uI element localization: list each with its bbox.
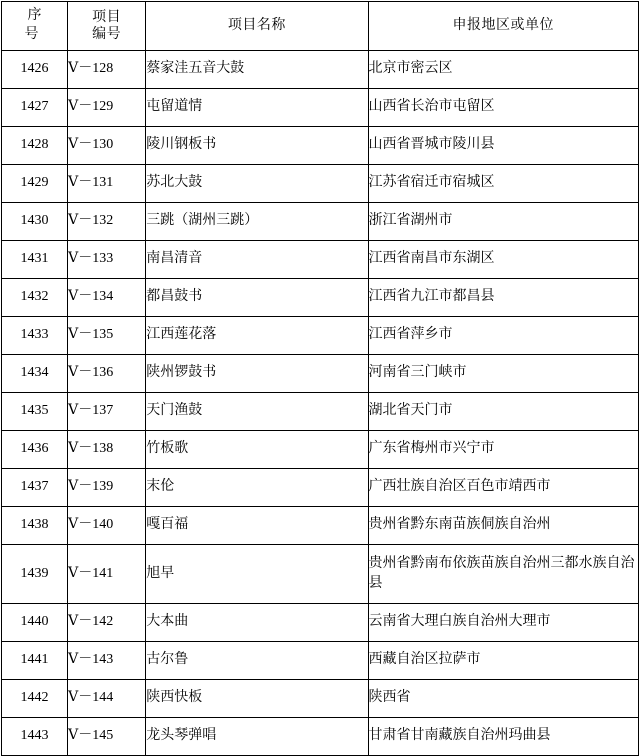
cell-region: 江西省南昌市东湖区 (368, 241, 638, 279)
cell-code: Ⅴ－144 (68, 680, 146, 718)
cell-region: 浙江省湖州市 (368, 203, 638, 241)
cell-name: 南昌清音 (146, 241, 368, 279)
cell-name: 大本曲 (146, 604, 368, 642)
table-header (2, 2, 639, 51)
cell-sequence: 1438 (2, 507, 68, 545)
cell-code: Ⅴ－132 (68, 203, 146, 241)
cell-name: 古尔鲁 (146, 642, 368, 680)
column-header-region (368, 2, 638, 51)
cell-code: Ⅴ－140 (68, 507, 146, 545)
cell-code: Ⅴ－143 (68, 642, 146, 680)
cell-region: 山西省长治市屯留区 (368, 89, 638, 127)
cell-name: 三跳（湖州三跳） (146, 203, 368, 241)
cell-code: Ⅴ－135 (68, 317, 146, 355)
cell-name: 江西莲花落 (146, 317, 368, 355)
table-row (2, 642, 639, 680)
cell-sequence: 1440 (2, 604, 68, 642)
table-row (2, 431, 639, 469)
cell-region: 西藏自治区拉萨市 (368, 642, 638, 680)
cell-code: Ⅴ－141 (68, 545, 146, 604)
cell-code: Ⅴ－145 (68, 718, 146, 756)
table-row (2, 89, 639, 127)
cell-sequence: 1437 (2, 469, 68, 507)
cell-code: Ⅴ－137 (68, 393, 146, 431)
cell-region: 贵州省黔东南苗族侗族自治州 (368, 507, 638, 545)
table-row (2, 393, 639, 431)
cell-region: 江苏省宿迁市宿城区 (368, 165, 638, 203)
cell-name: 陵川钢板书 (146, 127, 368, 165)
cell-name: 龙头琴弹唱 (146, 718, 368, 756)
cell-name: 屯留道情 (146, 89, 368, 127)
table-row (2, 355, 639, 393)
table-row (2, 317, 639, 355)
table-row (2, 165, 639, 203)
table-row (2, 51, 639, 89)
table-row (2, 469, 639, 507)
table-row (2, 718, 639, 756)
cell-region: 河南省三门峡市 (368, 355, 638, 393)
table-body (2, 51, 639, 756)
column-header-code-line2: 编号 (92, 27, 122, 42)
cell-sequence: 1435 (2, 393, 68, 431)
cell-name: 旭早 (146, 545, 368, 604)
cell-sequence: 1433 (2, 317, 68, 355)
cell-code: Ⅴ－129 (68, 89, 146, 127)
cell-name: 苏北大鼓 (146, 165, 368, 203)
cell-region: 陕西省 (368, 680, 638, 718)
column-header-code-line1: 项目 (92, 9, 122, 25)
cell-region: 北京市密云区 (368, 51, 638, 89)
cell-sequence: 1443 (2, 718, 68, 756)
cell-sequence: 1441 (2, 642, 68, 680)
document-page (0, 1, 640, 744)
table-header-row (2, 2, 639, 51)
column-header-region-label: 申报地区或单位 (452, 17, 555, 33)
cell-region: 江西省九江市都昌县 (368, 279, 638, 317)
table-row (2, 241, 639, 279)
cell-name: 都昌鼓书 (146, 279, 368, 317)
cell-sequence: 1431 (2, 241, 68, 279)
cell-name: 竹板歌 (146, 431, 368, 469)
cell-code: Ⅴ－139 (68, 469, 146, 507)
table-row (2, 203, 639, 241)
cell-code: Ⅴ－133 (68, 241, 146, 279)
cell-region: 云南省大理白族自治州大理市 (368, 604, 638, 642)
table-row (2, 507, 639, 545)
cell-region: 贵州省黔南布依族苗族自治州三都水族自治县 (368, 545, 638, 604)
cell-region: 山西省晋城市陵川县 (368, 127, 638, 165)
cell-sequence: 1429 (2, 165, 68, 203)
cell-sequence: 1427 (2, 89, 68, 127)
column-header-name-label: 项目名称 (227, 17, 286, 33)
cell-code: Ⅴ－130 (68, 127, 146, 165)
column-header-sequence (2, 2, 68, 51)
cell-code: Ⅴ－138 (68, 431, 146, 469)
cell-code: Ⅴ－128 (68, 51, 146, 89)
cell-region: 江西省萍乡市 (368, 317, 638, 355)
cell-code: Ⅴ－131 (68, 165, 146, 203)
table-row (2, 680, 639, 718)
cell-code: Ⅴ－136 (68, 355, 146, 393)
column-header-name (146, 2, 368, 51)
cell-name: 天门渔鼓 (146, 393, 368, 431)
cell-sequence: 1428 (2, 127, 68, 165)
cell-sequence: 1442 (2, 680, 68, 718)
cell-region: 湖北省天门市 (368, 393, 638, 431)
cell-sequence: 1439 (2, 545, 68, 604)
column-header-code (68, 2, 146, 51)
cell-name: 末伦 (146, 469, 368, 507)
cell-name: 陕州锣鼓书 (146, 355, 368, 393)
cell-name: 蔡家洼五音大鼓 (146, 51, 368, 89)
cell-name: 嘎百福 (146, 507, 368, 545)
table-row (2, 604, 639, 642)
table-row (2, 279, 639, 317)
cell-sequence: 1432 (2, 279, 68, 317)
cell-sequence: 1430 (2, 203, 68, 241)
table-row (2, 127, 639, 165)
intangible-heritage-table (1, 1, 639, 756)
cell-region: 广西壮族自治区百色市靖西市 (368, 469, 638, 507)
table-row (2, 545, 639, 604)
cell-sequence: 1434 (2, 355, 68, 393)
cell-code: Ⅴ－134 (68, 279, 146, 317)
cell-region: 广东省梅州市兴宁市 (368, 431, 638, 469)
cell-region: 甘肃省甘南藏族自治州玛曲县 (368, 718, 638, 756)
cell-name: 陕西快板 (146, 680, 368, 718)
cell-sequence: 1436 (2, 431, 68, 469)
column-header-sequence-label: 序 号 (24, 8, 68, 42)
cell-sequence: 1426 (2, 51, 68, 89)
cell-code: Ⅴ－142 (68, 604, 146, 642)
